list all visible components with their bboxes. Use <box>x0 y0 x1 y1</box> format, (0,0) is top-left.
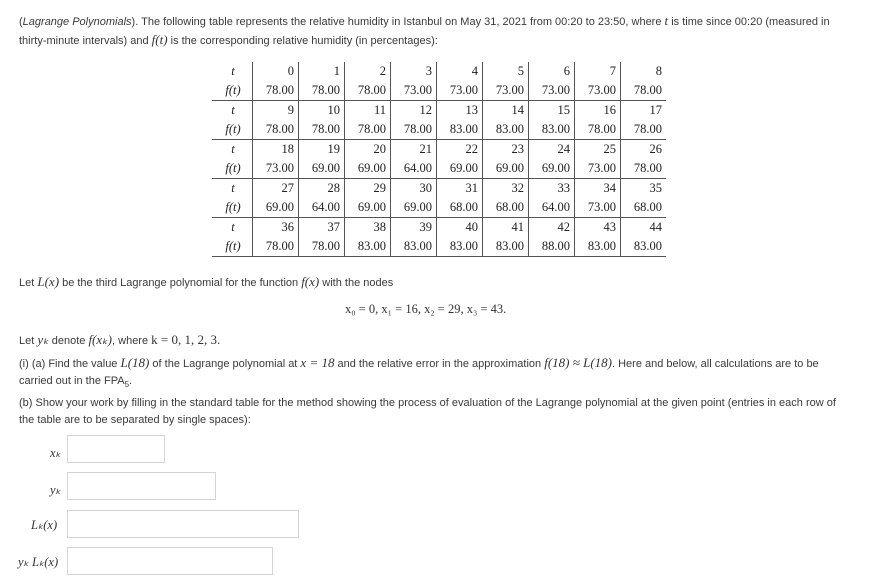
yk-label: yₖ <box>50 483 61 497</box>
humidity-cell: 83.00 <box>575 237 621 257</box>
time-cell: 27 <box>253 179 299 199</box>
humidity-cell: 78.00 <box>299 81 345 101</box>
time-cell: 2 <box>345 62 391 81</box>
time-cell: 17 <box>621 101 667 121</box>
humidity-cell: 64.00 <box>391 159 437 179</box>
time-cell: 32 <box>483 179 529 199</box>
humidity-cell: 78.00 <box>299 120 345 140</box>
humidity-cell: 78.00 <box>299 237 345 257</box>
humidity-cell: 69.00 <box>483 159 529 179</box>
time-cell: 26 <box>621 140 667 160</box>
humidity-cell: 83.00 <box>437 120 483 140</box>
ykLk-input[interactable] <box>67 547 273 575</box>
let-L-statement: Let L(x) be the third Lagrange polynomial for the function f(x) with the nodes <box>19 274 394 289</box>
humidity-cell: 83.00 <box>437 237 483 257</box>
humidity-cell: 69.00 <box>529 159 575 179</box>
time-cell: 8 <box>621 62 667 81</box>
time-cell: 4 <box>437 62 483 81</box>
humidity-cell: 78.00 <box>621 159 667 179</box>
time-cell: 10 <box>299 101 345 121</box>
time-cell: 19 <box>299 140 345 160</box>
time-cell: 29 <box>345 179 391 199</box>
f-row <box>212 81 666 101</box>
humidity-cell: 73.00 <box>529 81 575 101</box>
time-cell: 44 <box>621 218 667 238</box>
humidity-cell: 64.00 <box>529 198 575 218</box>
f-row-label: f(t) <box>212 198 253 218</box>
time-cell: 31 <box>437 179 483 199</box>
xk-label: xₖ <box>50 446 61 460</box>
f-row-label: f(t) <box>212 120 253 140</box>
time-cell: 0 <box>253 62 299 81</box>
time-cell: 42 <box>529 218 575 238</box>
f-row <box>212 120 666 140</box>
time-cell: 5 <box>483 62 529 81</box>
intro-line-2: thirty-minute intervals) and f(t) is the corresponding relative humidity (in percentages): <box>19 32 438 47</box>
humidity-cell: 68.00 <box>483 198 529 218</box>
t-row <box>212 62 666 81</box>
t-row-label: t <box>231 181 235 195</box>
t-row <box>212 179 666 199</box>
time-cell: 41 <box>483 218 529 238</box>
time-cell: 12 <box>391 101 437 121</box>
time-cell: 15 <box>529 101 575 121</box>
time-cell: 35 <box>621 179 667 199</box>
intro-paragraph <box>19 12 830 50</box>
time-cell: 25 <box>575 140 621 160</box>
humidity-cell: 73.00 <box>575 198 621 218</box>
f-row <box>212 159 666 179</box>
f-row-label: f(t) <box>212 159 253 179</box>
humidity-cell: 73.00 <box>483 81 529 101</box>
intro-line-1: (Lagrange Polynomials). The following table represents the relative humidity in Istanbul on May 31, 2021 from 00:20 to 23:50, where t is time since 00:20 (measured in <box>19 13 830 28</box>
humidity-cell: 69.00 <box>437 159 483 179</box>
topic-title: Lagrange Polynomials <box>22 16 132 28</box>
time-cell: 1 <box>299 62 345 81</box>
t-row-label: t <box>231 220 235 234</box>
humidity-cell: 69.00 <box>299 159 345 179</box>
time-cell: 20 <box>345 140 391 160</box>
interpolation-nodes: x₀ = 0, x₁ = 16, x₂ = 29, x₃ = 43. <box>345 302 507 316</box>
t-row-label: t <box>231 142 235 156</box>
time-cell: 11 <box>345 101 391 121</box>
time-cell: 24 <box>529 140 575 160</box>
time-cell: 22 <box>437 140 483 160</box>
humidity-cell: 73.00 <box>253 159 299 179</box>
humidity-cell: 69.00 <box>391 198 437 218</box>
humidity-cell: 69.00 <box>253 198 299 218</box>
time-cell: 38 <box>345 218 391 238</box>
humidity-cell: 78.00 <box>621 81 667 101</box>
humidity-cell: 78.00 <box>575 120 621 140</box>
humidity-cell: 78.00 <box>621 120 667 140</box>
humidity-cell: 78.00 <box>253 81 299 101</box>
time-cell: 30 <box>391 179 437 199</box>
humidity-cell: 78.00 <box>391 120 437 140</box>
f-row <box>212 237 666 257</box>
time-cell: 18 <box>253 140 299 160</box>
t-row-label: t <box>231 64 235 78</box>
humidity-cell: 78.00 <box>253 120 299 140</box>
part-b-question: (b) Show your work by filling in the standard table for the method showing the process of evaluation of the Lagrange polynomial at the given point (entries in each row of the table are to be separated by single spaces): <box>19 397 836 426</box>
humidity-cell: 83.00 <box>345 237 391 257</box>
humidity-cell: 68.00 <box>437 198 483 218</box>
time-cell: 28 <box>299 179 345 199</box>
humidity-cell: 73.00 <box>437 81 483 101</box>
part-a-question: (i) (a) Find the value L(18) of the Lagrange polynomial at x = 18 and the relative error in the approximation f(18) ≈ L(18). Here and below, all calculations are to be carried out in the $FPA_5$. <box>19 355 819 390</box>
humidity-cell: 88.00 <box>529 237 575 257</box>
humidity-cell: 73.00 <box>575 81 621 101</box>
time-cell: 33 <box>529 179 575 199</box>
time-cell: 13 <box>437 101 483 121</box>
yk-input[interactable] <box>67 472 216 500</box>
humidity-cell: 64.00 <box>299 198 345 218</box>
t-row <box>212 140 666 160</box>
time-cell: 9 <box>253 101 299 121</box>
Lk-input[interactable] <box>67 510 299 538</box>
humidity-cell: 83.00 <box>621 237 667 257</box>
let-y-statement: Let yₖ denote f(xₖ), where k = 0, 1, 2, 3. <box>19 332 221 347</box>
humidity-cell: 83.00 <box>483 120 529 140</box>
time-cell: 36 <box>253 218 299 238</box>
t-row <box>212 101 666 121</box>
humidity-cell: 83.00 <box>391 237 437 257</box>
humidity-cell: 69.00 <box>345 159 391 179</box>
time-cell: 3 <box>391 62 437 81</box>
time-cell: 39 <box>391 218 437 238</box>
humidity-cell: 83.00 <box>483 237 529 257</box>
f-row <box>212 198 666 218</box>
t-row-label: t <box>231 103 235 117</box>
humidity-cell: 73.00 <box>575 159 621 179</box>
time-cell: 37 <box>299 218 345 238</box>
humidity-cell: 68.00 <box>621 198 667 218</box>
time-cell: 14 <box>483 101 529 121</box>
time-cell: 23 <box>483 140 529 160</box>
time-cell: 16 <box>575 101 621 121</box>
ykLk-label: yₖ Lₖ(x) <box>18 555 59 569</box>
time-cell: 6 <box>529 62 575 81</box>
humidity-cell: 78.00 <box>253 237 299 257</box>
xk-input[interactable] <box>67 435 165 463</box>
humidity-table <box>212 62 666 257</box>
humidity-cell: 78.00 <box>345 120 391 140</box>
t-row <box>212 218 666 238</box>
humidity-cell: 69.00 <box>345 198 391 218</box>
f-row-label: f(t) <box>212 237 253 257</box>
time-cell: 21 <box>391 140 437 160</box>
time-cell: 34 <box>575 179 621 199</box>
time-cell: 43 <box>575 218 621 238</box>
humidity-cell: 73.00 <box>391 81 437 101</box>
Lk-label: Lₖ(x) <box>31 518 58 532</box>
humidity-cell: 83.00 <box>529 120 575 140</box>
time-cell: 7 <box>575 62 621 81</box>
time-cell: 40 <box>437 218 483 238</box>
f-row-label: f(t) <box>212 81 253 101</box>
humidity-cell: 78.00 <box>345 81 391 101</box>
